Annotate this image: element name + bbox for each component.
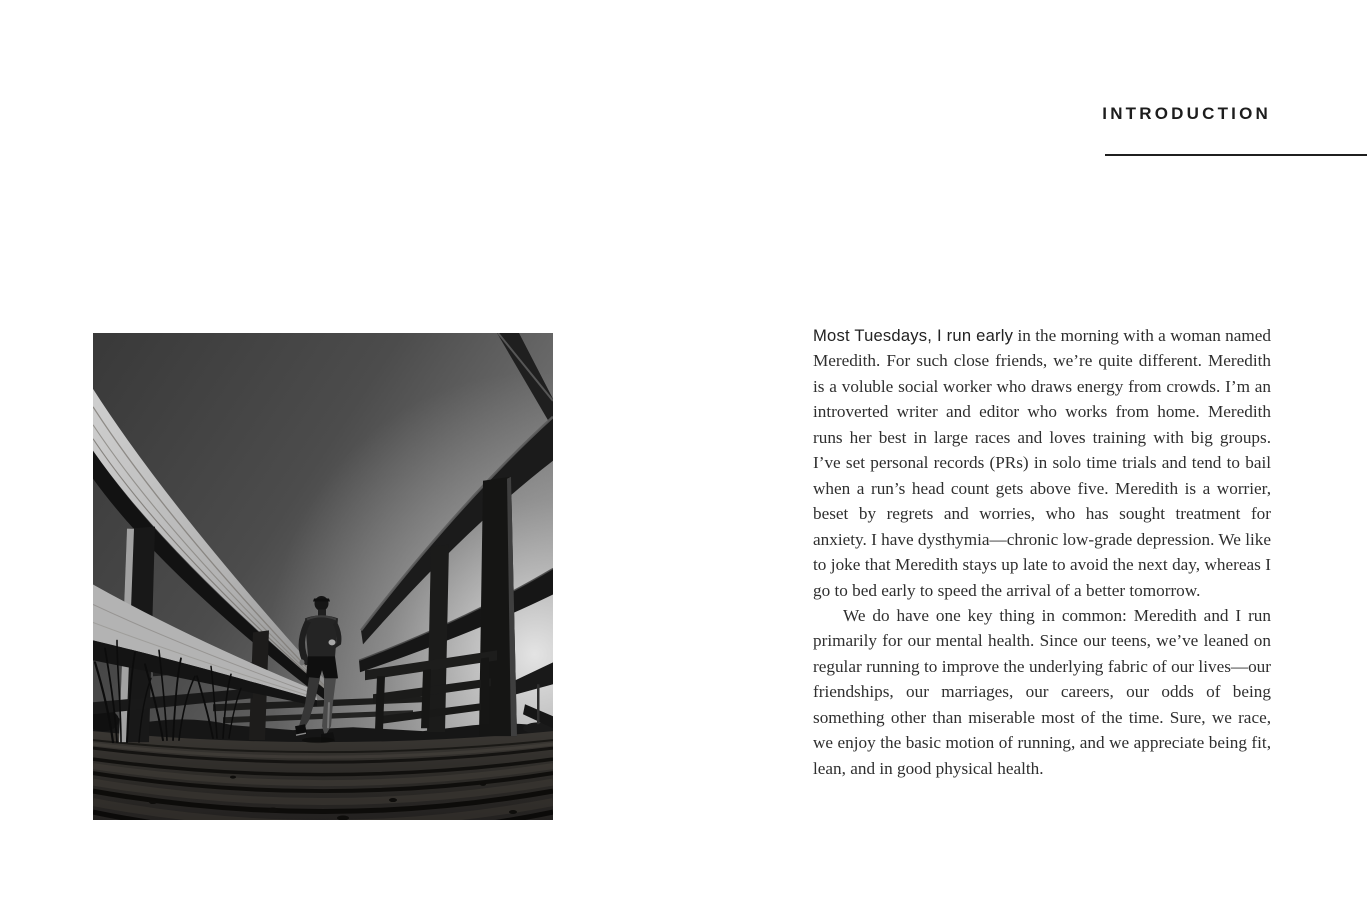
paragraph-1 <box>813 323 1271 603</box>
boardwalk-runner-photo <box>93 333 553 820</box>
lead-in-phrase: Most Tuesdays, I run early <box>813 326 1014 345</box>
body-text-column <box>813 323 1271 781</box>
chapter-title: INTRODUCTION <box>1102 104 1271 123</box>
paragraph-1-text: in the morning with a woman named Meredith. For such close friends, we’re quite different. Meredith is a voluble social worker who draws energy from crowds. I’m an introverted writer and editor who works from home. Meredith runs her best in large races and loves training with big groups. I’ve set personal records (PRs) in solo time trials and tend to bail when a run’s head count gets above five. Meredith is a worrier, beset by regrets and worries, who has sought treatment for anxiety. I have dysthymia—chronic low-grade depression. We like to joke that Meredith stays up late to avoid the next day, whereas I go to bed early to speed the arrival of a better tomorrow. <box>813 326 1271 600</box>
chapter-title-rule <box>1105 154 1367 156</box>
boardwalk-runner-photo-art <box>93 333 553 820</box>
paragraph-2: We do have one key thing in common: Meredith and I run primarily for our mental health. Since our teens, we’ve leaned on regular running to improve the underlying fabric of our lives—our friendships, our marriages, our careers, our odds of being something other than miserable most of the time. Sure, we race, we enjoy the basic motion of running, and we appreciate being fit, lean, and in good physical health. <box>813 605 1271 778</box>
